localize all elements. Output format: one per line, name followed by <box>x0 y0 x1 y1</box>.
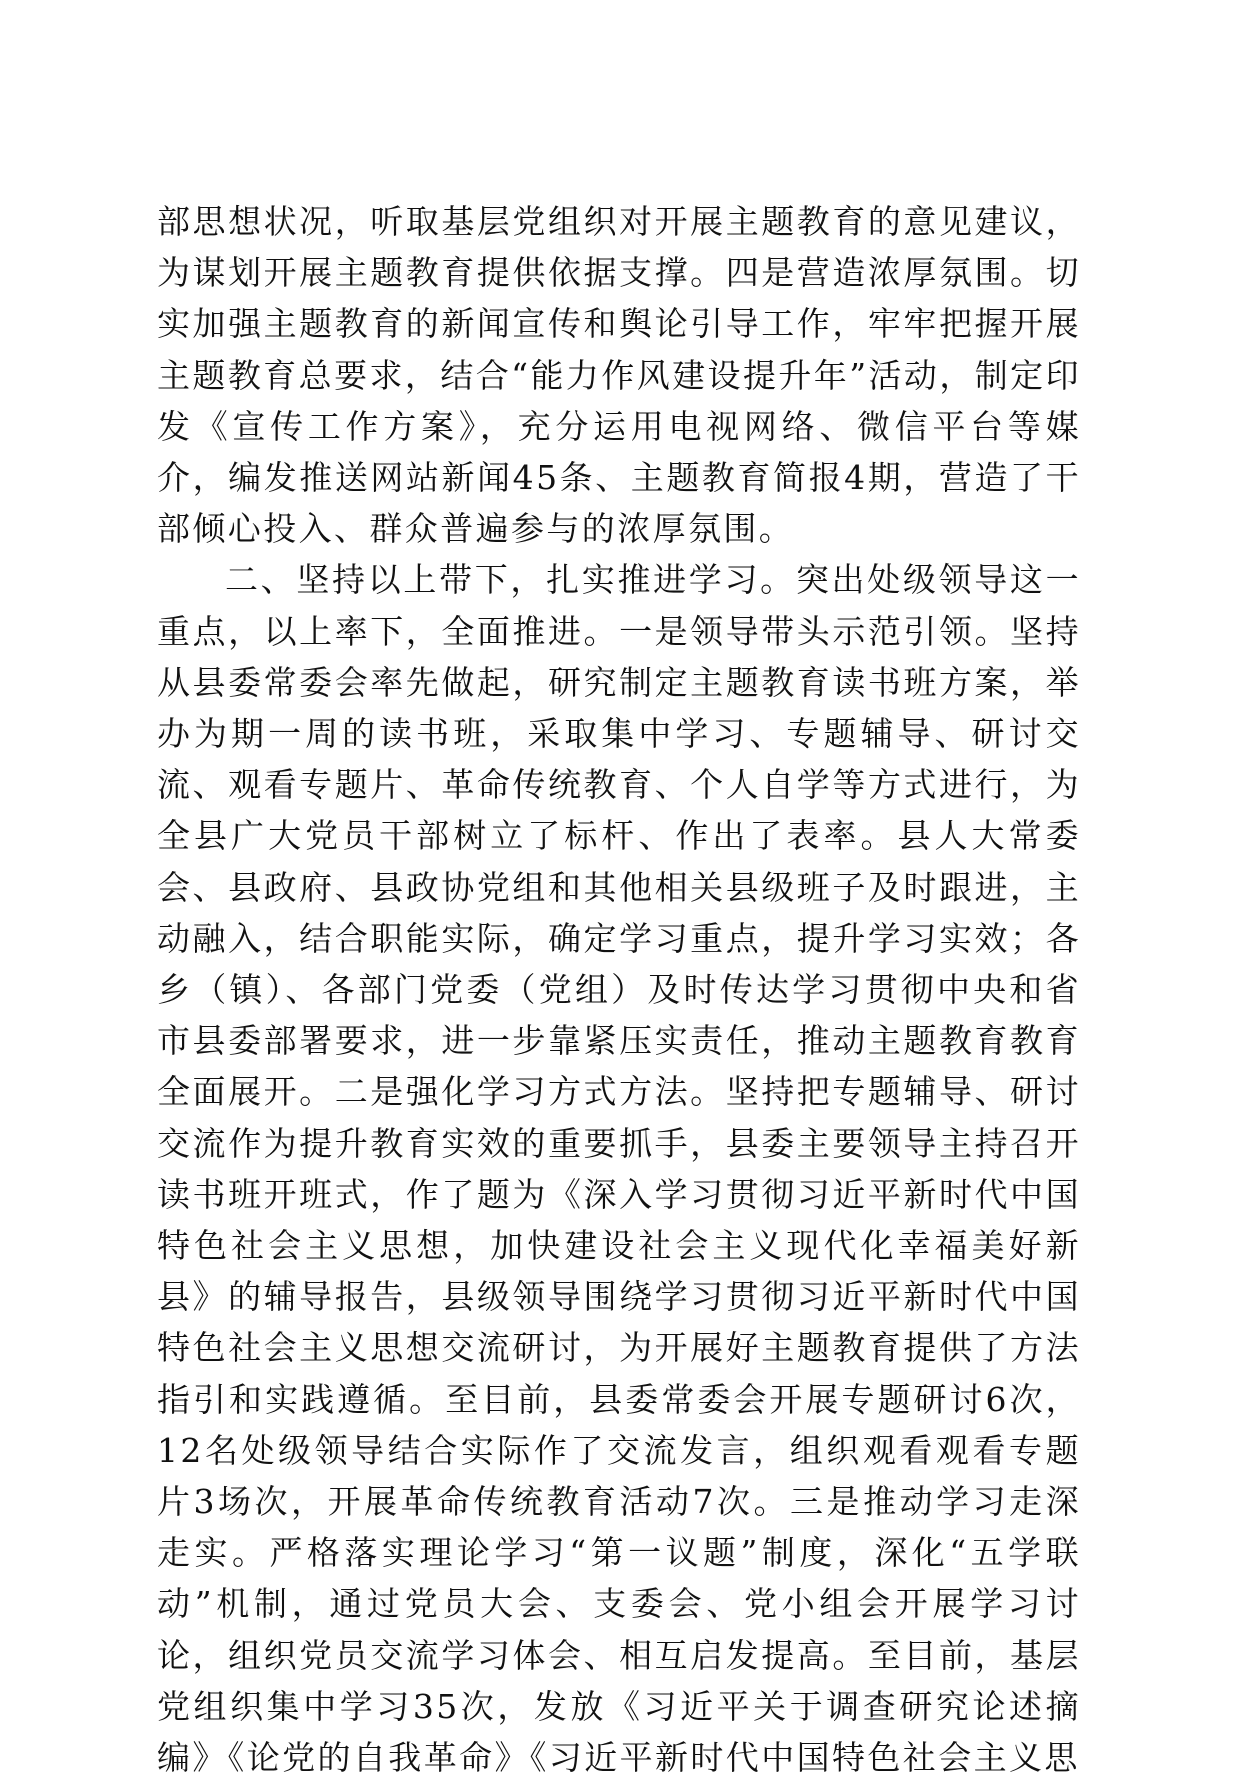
body-text <box>157 196 1081 1783</box>
paragraph-section-two: 二、坚持以上带下，扎实推进学习。突出处级领导这一重点，以上率下，全面推进。一是领导带头示范引领。坚持从县委常委会率先做起，研究制定主题教育读书班方案，举办为期一周的读书班，采取集中学习、专题辅导、研讨交流、观看专题片、革命传统教育、个人自学等方式进行，为全县广大党员干部树立了标杆、作出了表率。县人大常委会、县政府、县政协党组和其他相关县级班子及时跟进，主动融入，结合职能实际，确定学习重点，提升学习实效；各乡（镇）、各部门党委（党组）及时传达学习贯彻中央和省市县委部署要求，进一步靠紧压实责任，推动主题教育教育全面展开。二是强化学习方式方法。坚持把专题辅导、研讨交流作为提升教育实效的重要抓手，县委主要领导主持召开读书班开班式，作了题为《深入学习贯彻习近平新时代中国特色社会主义思想，加快建设社会主义现代化幸福美好新县》的辅导报告，县级领导围绕学习贯彻习近平新时代中国特色社会主义思想交流研讨，为开展好主题教育提供了方法指引和实践遵循。至目前，县委常委会开展专题研讨6次，12名处级领导结合实际作了交流发言，组织观看观看专题片3场次，开展革命传统教育活动7次。三是推动学习走深走实。严格落实理论学习“第一议题”制度，深化“五学联动”机制，通过党员大会、支委会、党小组会开展学习讨论，组织党员交流学习体会、相互启发提高。至目前，基层党组织集中学习35次，发放《习近平关于调查研究论述摘编》《论党的自我革命》《习近平新时代中国特色社会主义思 <box>157 560 1081 1778</box>
paragraph-continuation: 部思想状况，听取基层党组织对开展主题教育的意见建议，为谋划开展主题教育提供依据支撑。四是营造浓厚氛围。切实加强主题教育的新闻宣传和舆论引导工作，牢牢把握开展主题教育总要求，结合“能力作风建设提升年”活动，制定印发《宣传工作方案》，充分运用电视网络、微信平台等媒介，编发推送网站新闻45条、主题教育简报4期，营造了干部倾心投入、群众普遍参与的浓厚氛围。 <box>157 202 1081 549</box>
